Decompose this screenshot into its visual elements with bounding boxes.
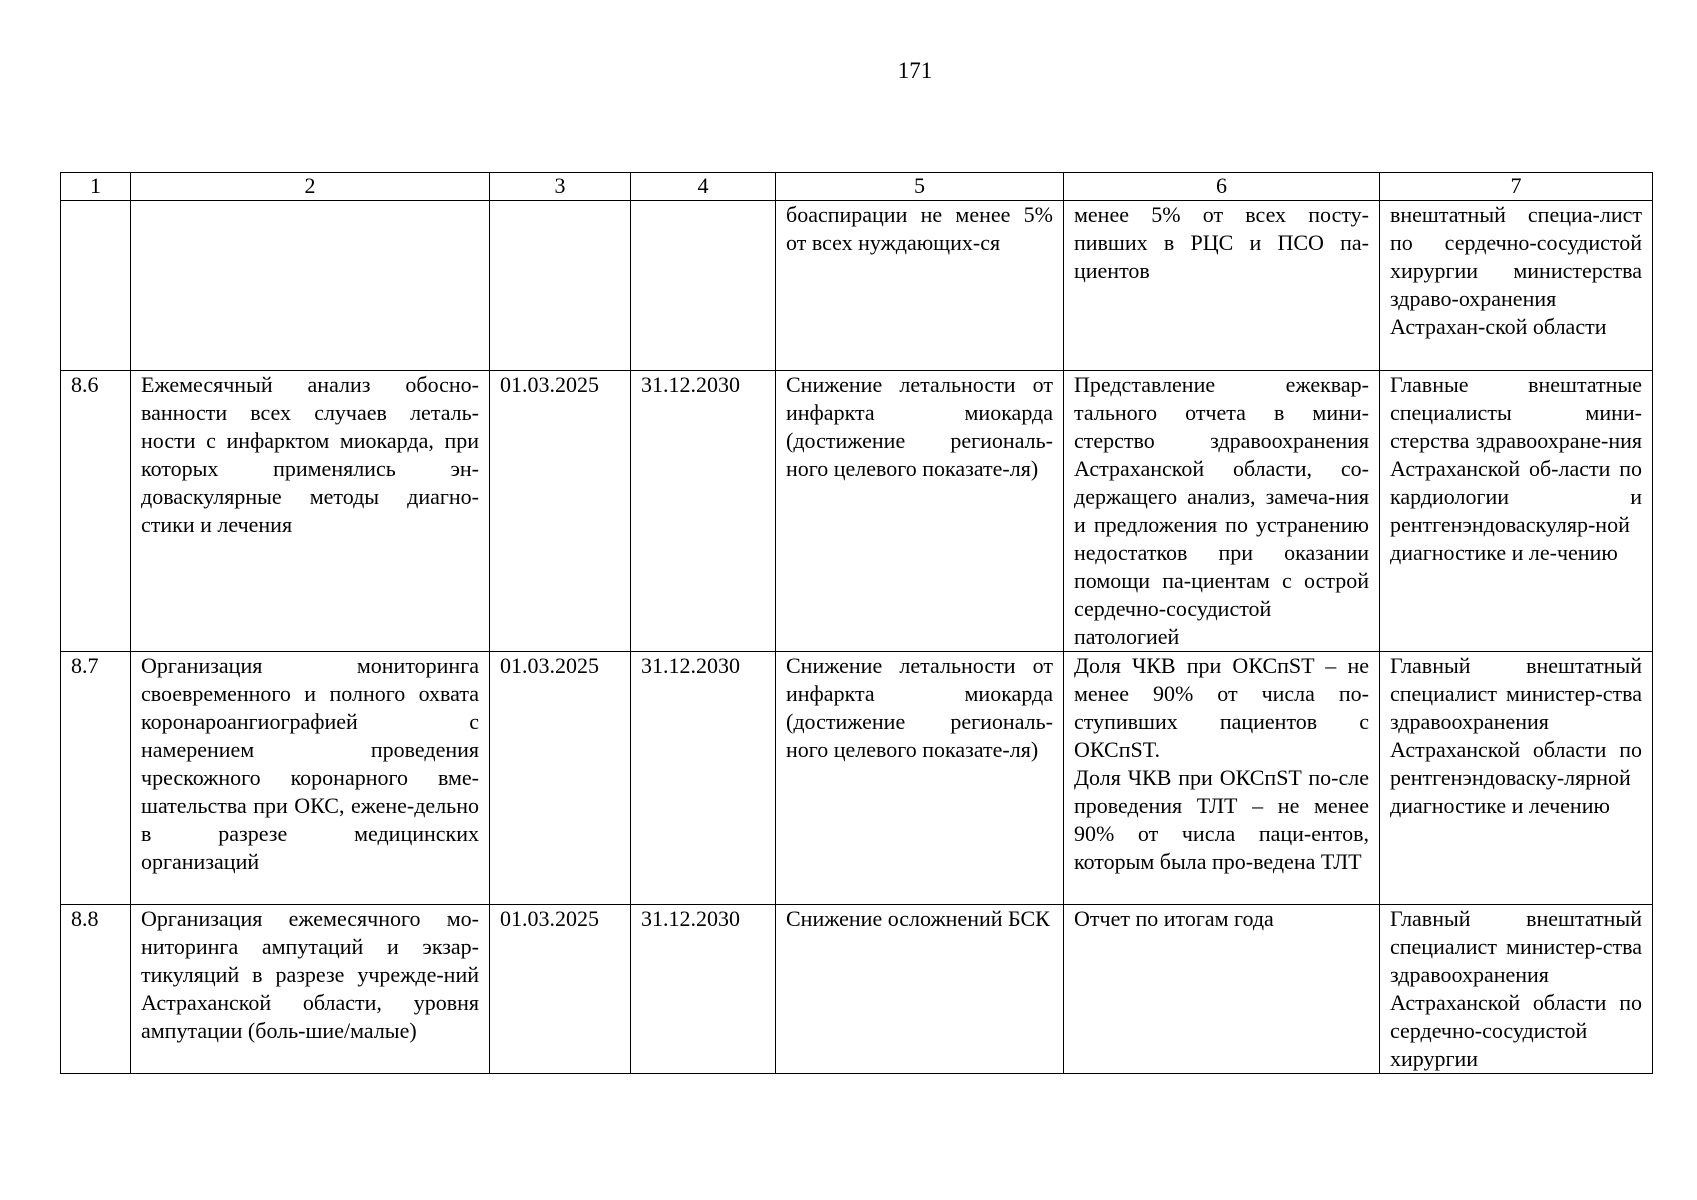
- end-date-cell: 31.12.2030: [631, 652, 776, 905]
- responsible-cell: Главный внештатный специалист министер-ства здравоохранения Астраханской области по рентгенэндоваску-лярной диагностике и лечению: [1380, 652, 1653, 905]
- column-header: 7: [1380, 173, 1653, 201]
- result-cell: Снижение летальности от инфаркта миокарда (достижение региональ-ного целевого показате-ля): [776, 371, 1064, 652]
- indicator-paragraph: Доля ЧКВ при ОКСпST по-сле проведения ТЛТ – не менее 90% от числа паци-ентов, которым была про-ведена ТЛТ: [1074, 765, 1369, 874]
- result-cell: боаспирации не менее 5% от всех нуждающих-ся: [776, 201, 1064, 371]
- task-cell: [131, 201, 490, 371]
- column-header: 3: [490, 173, 631, 201]
- task-cell: Ежемесячный анализ обосно-ванности всех случаев леталь-ности с инфарктом миокарда, при которых применялись эн-доваскулярные методы диагно-стики и лечения: [131, 371, 490, 652]
- responsible-cell: внештатный специа-лист по сердечно-сосудистой хирургии министерства здраво-охранения Астрахан-ской области: [1380, 201, 1653, 371]
- start-date-cell: [490, 201, 631, 371]
- end-date-cell: [631, 201, 776, 371]
- table-row: [61, 371, 1653, 652]
- column-header: 4: [631, 173, 776, 201]
- page-number: 171: [897, 58, 933, 83]
- indicator-cell: [1064, 652, 1380, 905]
- start-date-cell: 01.03.2025: [490, 652, 631, 905]
- indicator-cell: Отчет по итогам года: [1064, 905, 1380, 1074]
- task-cell: Организация мониторинга своевременного и полного охвата коронароангиографией с намерением проведения чрескожного коронарного вме-шательства при ОКС, еженe-дельно в разрезе медицинских организаций: [131, 652, 490, 905]
- result-cell: Снижение летальности от инфаркта миокарда (достижение региональ-ного целевого показате-ля): [776, 652, 1064, 905]
- end-date-cell: 31.12.2030: [631, 905, 776, 1074]
- indicator-paragraph: Доля ЧКВ при ОКСпST – не менее 90% от числа по-ступивших пациентов с ОКСпST.: [1074, 653, 1369, 762]
- indicator-cell: менее 5% от всех посту-пивших в РЦС и ПСО па-циентов: [1064, 201, 1380, 371]
- start-date-cell: 01.03.2025: [490, 371, 631, 652]
- table-row: [61, 652, 1653, 905]
- row-number: 8.7: [61, 652, 131, 905]
- table-header: [61, 173, 1653, 201]
- result-cell: Снижение осложнений БСК: [776, 905, 1064, 1074]
- column-header: 2: [131, 173, 490, 201]
- start-date-cell: 01.03.2025: [490, 905, 631, 1074]
- row-number: 8.6: [61, 371, 131, 652]
- row-number: [61, 201, 131, 371]
- column-header: 5: [776, 173, 1064, 201]
- responsible-cell: Главный внештатный специалист министер-ства здравоохранения Астраханской области по сердечно-сосудистой хирургии: [1380, 905, 1653, 1074]
- column-header: 6: [1064, 173, 1380, 201]
- column-header: 1: [61, 173, 131, 201]
- indicator-cell: Представление ежеквар-тального отчета в мини-стерство здравоохранения Астраханской области, со-держащего анализ, замеча-ния и предложения по устранению недостатков при оказании помощи па-циентам с острой сердечно-сосудистой патологией: [1064, 371, 1380, 652]
- task-cell: Организация ежемесячного мо-ниторинга ампутаций и экзар-тикуляций в разрезе учрежде-ний Астраханской области, уровня ампутации (боль-шие/малые): [131, 905, 490, 1074]
- plan-table: [60, 172, 1653, 1074]
- responsible-cell: Главные внештатные специалисты мини-стерства здравоохране-ния Астраханской об-ласти по кардиологии и рентгенэндоваскуляр-ной диагностике и ле-чению: [1380, 371, 1653, 652]
- row-number: 8.8: [61, 905, 131, 1074]
- table-row: [61, 201, 1653, 371]
- table-row: [61, 905, 1653, 1074]
- end-date-cell: 31.12.2030: [631, 371, 776, 652]
